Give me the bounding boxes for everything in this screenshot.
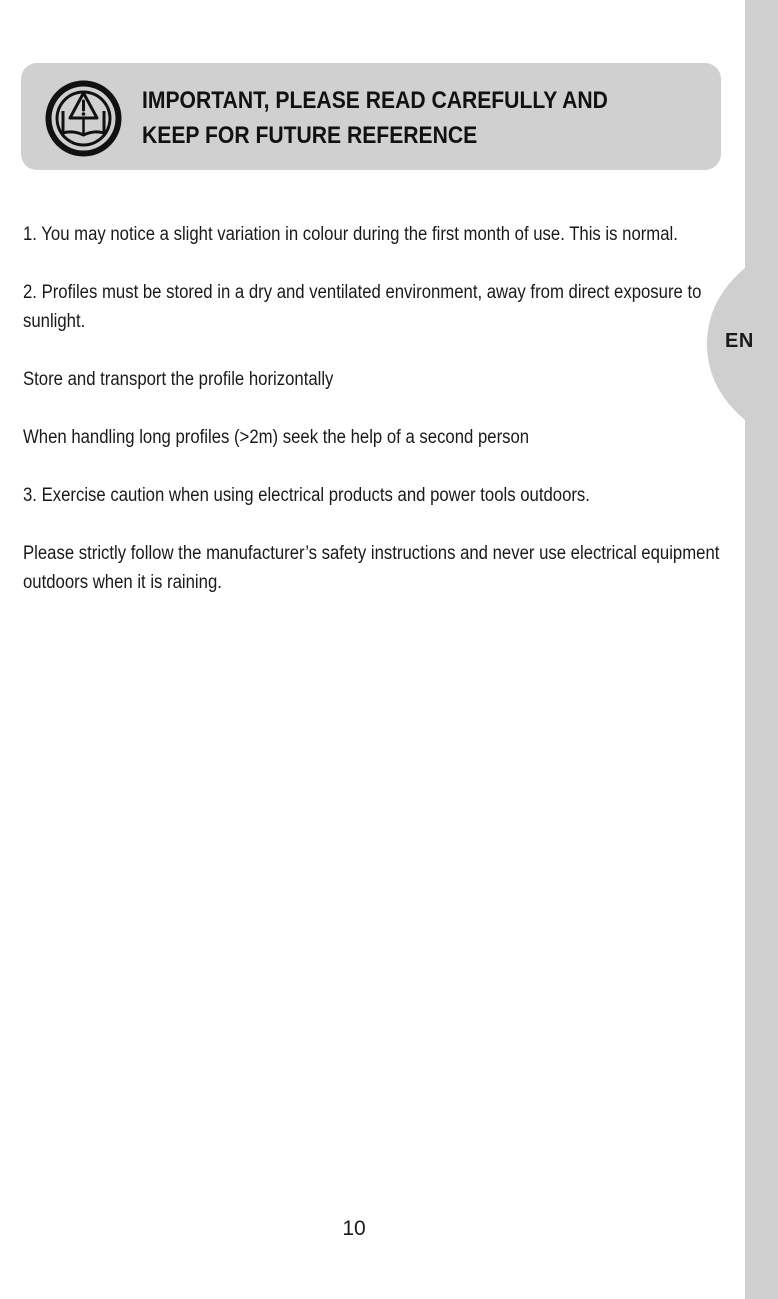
page-number: 10	[342, 1217, 366, 1240]
notice-title	[142, 83, 635, 153]
warning-manual-icon	[43, 78, 124, 159]
side-bar	[745, 0, 778, 1299]
language-label: EN	[725, 330, 754, 352]
notice-title-line-2: KEEP FOR FUTURE REFERENCE	[142, 122, 478, 149]
instructions-body	[23, 220, 738, 626]
instruction-paragraph: 2. Profiles must be stored in a dry and ventilated environment, away from direct exposure to sunlight.	[23, 282, 702, 332]
instruction-paragraph: When handling long profiles (>2m) seek the help of a second person	[23, 427, 530, 448]
notice-title-line-1: IMPORTANT, PLEASE READ CAREFULLY AND	[142, 87, 608, 114]
instruction-paragraph: 1. You may notice a slight variation in colour during the first month of use. This is normal.	[23, 224, 678, 245]
instruction-paragraph: Please strictly follow the manufacturer’s safety instructions and never use electrical equipment outdoors when it is raining.	[23, 543, 720, 593]
instruction-paragraph: 3. Exercise caution when using electrical products and power tools outdoors.	[23, 485, 590, 506]
instruction-paragraph: Store and transport the profile horizontally	[23, 369, 334, 390]
